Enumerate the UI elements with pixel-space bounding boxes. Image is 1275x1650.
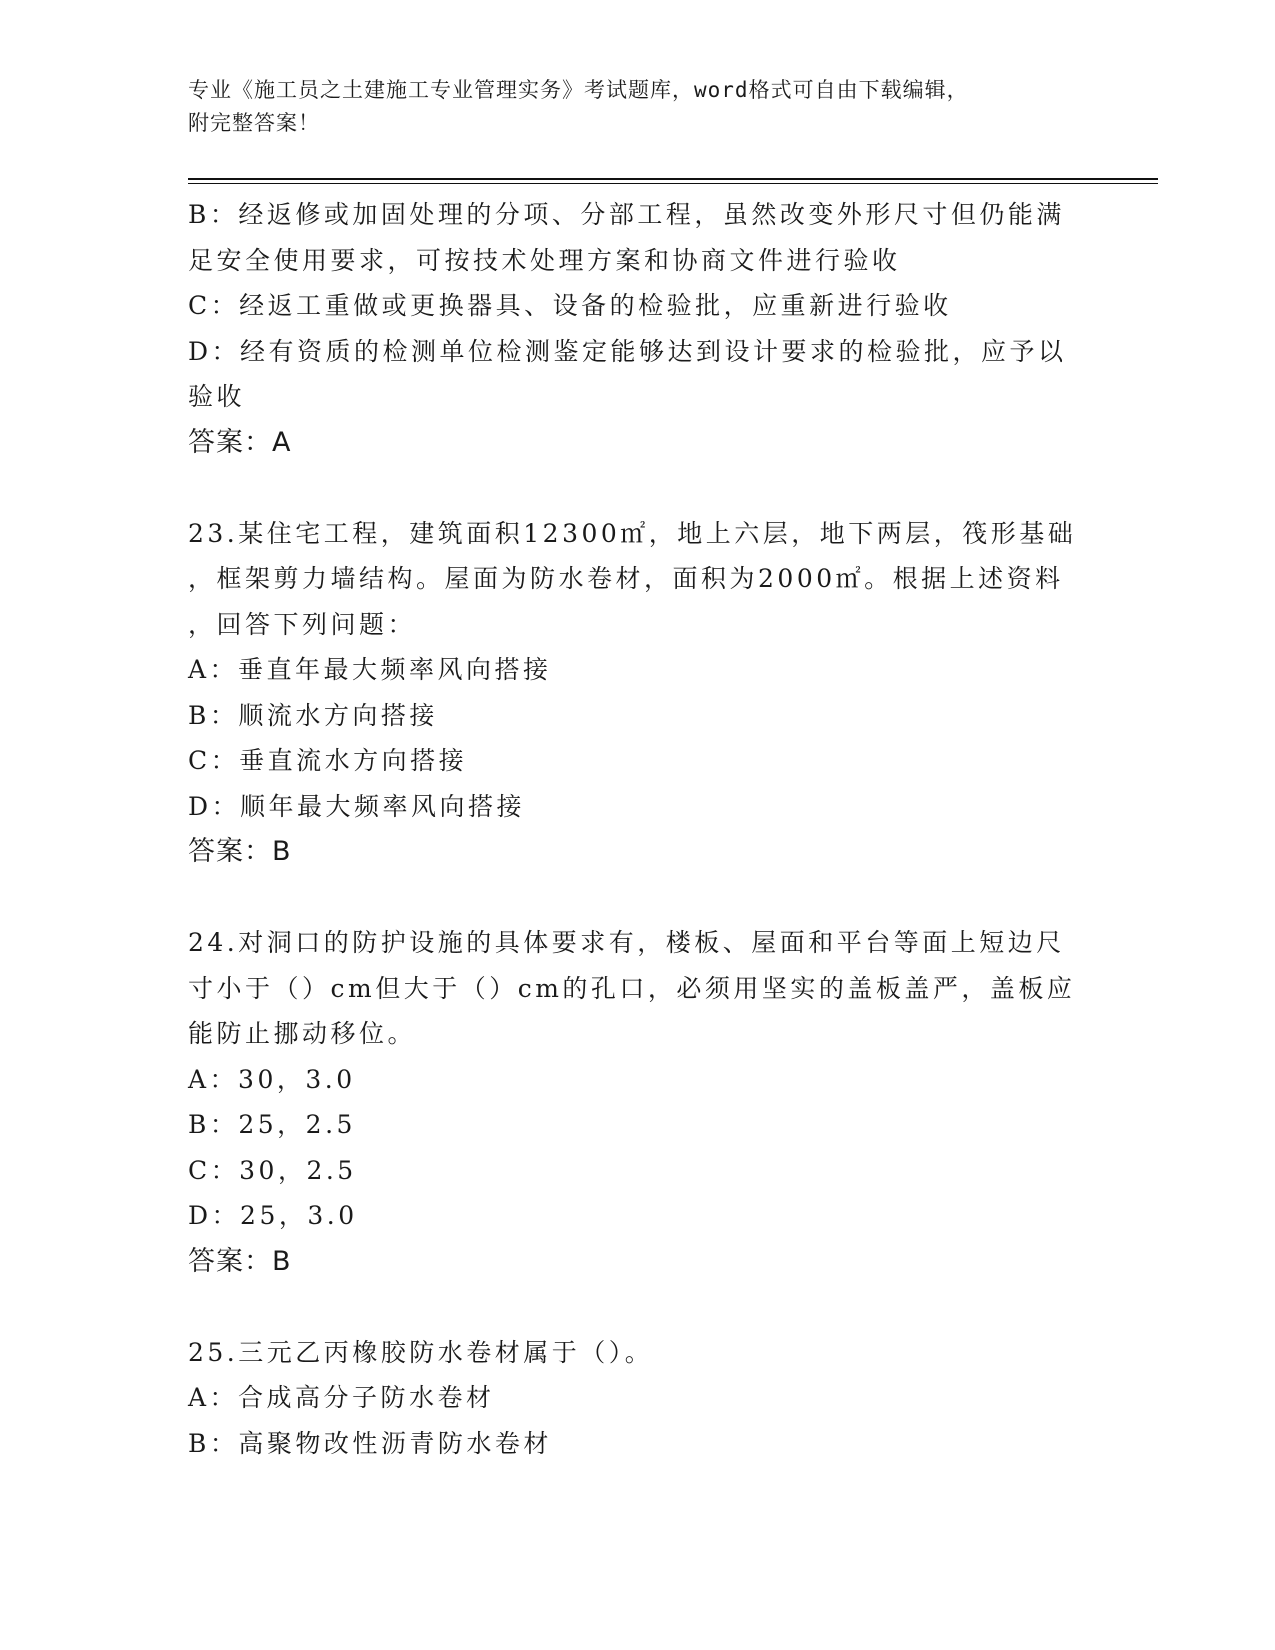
question-block: [188, 511, 1078, 875]
question-line: ，框架剪力墙结构。屋面为防水卷材，面积为2000㎡。根据上述资料: [188, 564, 1064, 593]
document-body: [188, 192, 1078, 1466]
header-line-1: 专业《施工员之土建施工专业管理实务》考试题库，word格式可自由下载编辑，: [188, 78, 969, 102]
question-line: C：垂直流水方向搭接: [188, 746, 468, 775]
question-line: C：30，2.5: [188, 1155, 357, 1185]
question-line: 能防止挪动移位。: [188, 1019, 417, 1048]
question-line: 寸小于（）cm但大于（）cm的孔口，必须用坚实的盖板盖严，盖板应: [188, 973, 1076, 1003]
question-line: 足安全使用要求，可按技术处理方案和协商文件进行验收: [188, 245, 901, 275]
answer-line: 答案：B: [188, 836, 292, 867]
question-line: B：高聚物改性沥青防水卷材: [188, 1428, 552, 1458]
question-line: D：经有资质的检测单位检测鉴定能够达到设计要求的检验批，应予以: [188, 336, 1067, 366]
answer-line: 答案：B: [188, 1245, 292, 1277]
question-block: [188, 920, 1078, 1284]
header-divider-thick: [188, 178, 1158, 180]
question-block: [188, 192, 1078, 465]
question-line: A：合成高分子防水卷材: [188, 1383, 495, 1412]
answer-line: 答案：A: [188, 426, 292, 458]
header-line-2: 附完整答案！: [188, 111, 320, 135]
block-spacer: [188, 465, 1078, 511]
question-line: A：垂直年最大频率风向搭接: [188, 655, 552, 684]
question-line: ，回答下列问题：: [188, 609, 417, 639]
question-line: D：顺年最大频率风向搭接: [188, 791, 526, 821]
page-header: [188, 74, 1068, 140]
question-line: B：顺流水方向搭接: [188, 700, 438, 730]
question-line: 24.对洞口的防护设施的具体要求有，楼板、屋面和平台等面上短边尺: [188, 928, 1065, 957]
question-line: C：经返工重做或更换器具、设备的检验批，应重新进行验收: [188, 291, 952, 320]
question-line: 23.某住宅工程，建筑面积12300㎡，地上六层，地下两层，筏形基础: [188, 518, 1077, 548]
question-block: [188, 1330, 1078, 1467]
question-line: B：25，2.5: [188, 1110, 356, 1139]
question-line: A：30，3.0: [188, 1064, 356, 1094]
block-spacer: [188, 875, 1078, 921]
question-line: B：经返修或加固处理的分项、分部工程，虽然改变外形尺寸但仍能满: [188, 200, 1065, 229]
header-divider-thin: [188, 183, 1158, 184]
question-line: 25.三元乙丙橡胶防水卷材属于（）。: [188, 1337, 654, 1367]
question-line: D：25，3.0: [188, 1201, 358, 1230]
question-line: 验收: [188, 382, 246, 411]
block-spacer: [188, 1284, 1078, 1330]
